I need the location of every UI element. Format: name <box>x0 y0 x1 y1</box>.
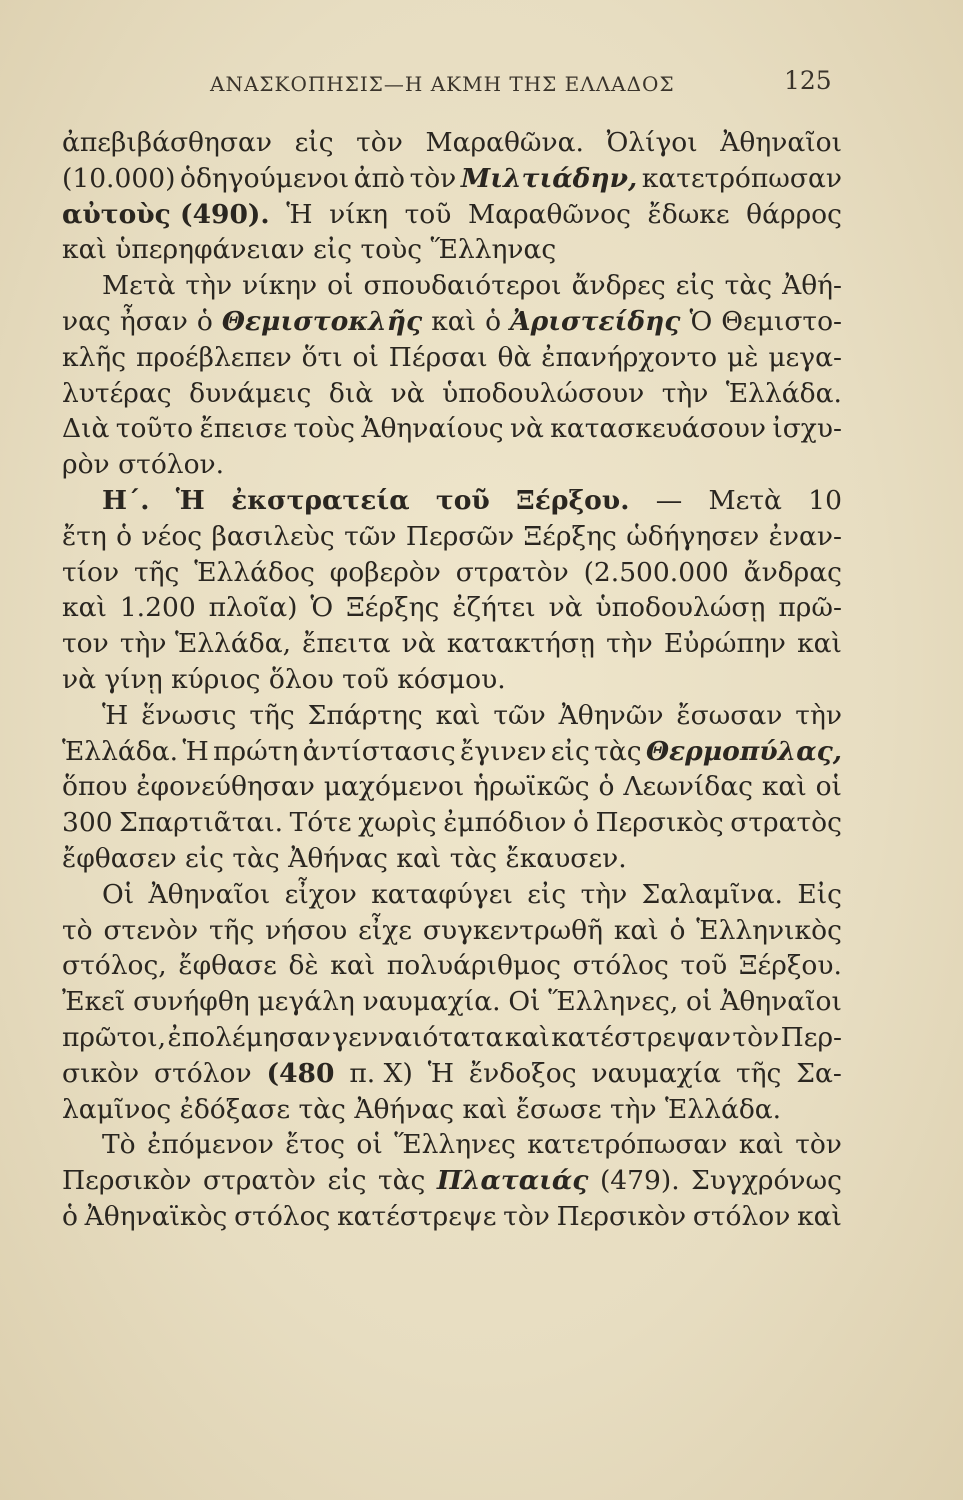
word: Σπάρτης <box>307 699 423 731</box>
word: σικὸν <box>62 1057 140 1089</box>
word: καὶ <box>435 699 481 731</box>
word: οἱ <box>327 270 354 302</box>
text-line <box>62 268 842 304</box>
word: Μετὰ <box>102 270 176 302</box>
word: καὶ <box>62 592 107 624</box>
word: Πλαταιάς <box>436 1165 589 1197</box>
word: Οἱ <box>102 878 135 910</box>
word: (10.000) <box>62 162 176 194</box>
text-line <box>62 984 842 1020</box>
word: τὴν <box>795 699 842 731</box>
word: εἶχε <box>358 914 413 946</box>
word: κατετρόπωσαν <box>527 1129 728 1161</box>
word: ὑποδουλώσουν <box>442 377 645 409</box>
word: οἱ <box>815 771 842 803</box>
text-line <box>62 805 842 841</box>
word: στενὸν <box>103 914 199 946</box>
word: εἰς <box>550 735 590 767</box>
word: Εἰς <box>797 878 842 910</box>
word: ἀντίστασις <box>302 735 456 767</box>
word: ὁ <box>669 914 686 946</box>
word: ὅπου <box>62 771 128 803</box>
word: ἔγινεν <box>460 735 547 767</box>
word: νίκη <box>329 198 389 230</box>
word: Ἡ <box>102 699 129 731</box>
word: Σπαρτιᾶται. <box>119 807 284 839</box>
word: Σαλαμῖνα. <box>641 878 783 910</box>
word: τὰς <box>377 1165 426 1197</box>
word: εἰς <box>327 1165 367 1197</box>
word: τὴν <box>606 628 653 660</box>
word: νας <box>62 305 111 337</box>
word: Περσικὸν <box>556 1200 687 1232</box>
word: 1.200 <box>119 592 196 624</box>
word: 300 <box>62 807 113 839</box>
word: Ἀθή- <box>782 270 842 302</box>
word: στρατὸν <box>455 556 569 588</box>
text-line <box>62 411 842 447</box>
word: ὅτι <box>301 341 343 373</box>
word: Ἀριστείδης <box>510 305 681 337</box>
word: τοῦτο <box>115 413 194 445</box>
word: τῶν <box>493 699 546 731</box>
text-line <box>62 483 842 519</box>
text-line <box>62 877 842 913</box>
word: τὴν <box>580 878 628 910</box>
word: Ἑλληνικὸς <box>696 914 842 946</box>
word: καταφύγει <box>371 878 513 910</box>
word: χωρὶς <box>358 807 437 839</box>
word: Ἑλλάδος <box>194 556 315 588</box>
word: τὴν Ἑλλάδα, <box>119 628 292 660</box>
word: βασιλεὺς <box>211 520 335 552</box>
word: Ξέρξου. <box>738 950 842 982</box>
text-line <box>62 125 842 161</box>
word: τοὺς <box>293 413 355 445</box>
word: αὐτοὺς (490). <box>62 198 270 230</box>
word: ἰσχυ- <box>772 413 842 445</box>
word: τὸν <box>503 1200 550 1232</box>
page-number: 125 <box>784 66 832 95</box>
text-line <box>62 161 842 197</box>
text-line <box>62 519 842 555</box>
word: νὰ γίνῃ κύριος ὅλου τοῦ κόσμου. <box>62 663 506 695</box>
word: Ἀθηναῖοι <box>148 878 271 910</box>
text-line <box>62 1199 842 1235</box>
word: μαχόμενοι <box>323 771 465 803</box>
word: Μαραθῶνα. <box>425 127 584 158</box>
word: καὶ <box>330 950 376 982</box>
word: ὁ <box>196 305 213 337</box>
text-line <box>62 232 842 268</box>
word: Ξέρξου. <box>516 484 630 516</box>
word: μὲ <box>726 341 759 373</box>
word: ἔφθασε <box>178 950 277 982</box>
word: ἀπεβιβάσθησαν <box>62 127 272 158</box>
word: λαμῖνος ἐδόξασε τὰς Ἀθήνας καὶ ἔσωσε τὴν Ἑλλάδα. <box>62 1093 782 1125</box>
word: στόλον <box>692 1200 791 1232</box>
word: Περ- <box>780 1021 842 1053</box>
word: Ἐκεῖ <box>62 986 126 1018</box>
word: τῆς <box>134 556 180 588</box>
word: Ἀθηναῖοι <box>720 986 842 1018</box>
word: καὶ <box>761 771 807 803</box>
word: Ἀθηναϊκὸς <box>84 1200 228 1232</box>
word: τοῦ <box>435 484 490 516</box>
word: θάρρος <box>746 198 842 230</box>
word: Τότε <box>289 807 352 839</box>
word: οἱ <box>352 341 379 373</box>
word: νέος <box>141 520 203 552</box>
text-line <box>62 555 842 591</box>
word: ἔπεισε <box>199 413 288 445</box>
word: ὁ <box>485 305 502 337</box>
word: εἰς <box>675 270 715 302</box>
text-line <box>62 841 842 877</box>
word: πρώτη <box>213 735 299 767</box>
text-line <box>62 590 842 626</box>
word: ἐναν- <box>768 520 842 552</box>
word: ἕνωσις <box>141 699 237 731</box>
word: ἔτη <box>62 520 107 552</box>
word: Περσικὸς <box>595 807 724 839</box>
word: Περσῶν <box>405 520 515 552</box>
word: διὰ <box>328 377 374 409</box>
word: Ἕλληνες, <box>548 986 679 1018</box>
word: Ὁ <box>310 592 334 624</box>
text-line <box>62 626 842 662</box>
word: Θεμιστο- <box>721 305 842 337</box>
word: τίον <box>62 556 120 588</box>
word: — <box>655 484 683 516</box>
word: Μετὰ <box>708 484 782 516</box>
word: ἔφθασεν εἰς τὰς Ἀθήνας καὶ τὰς ἔκαυσεν. <box>62 842 627 874</box>
word: τον <box>62 628 109 660</box>
word: νίκην <box>242 270 318 302</box>
word: Ξέρξης <box>346 592 440 624</box>
word: Ξέρξης <box>523 520 617 552</box>
word: Ἑλλάδα. <box>62 735 179 767</box>
word: ἡρωϊκῶς <box>473 771 590 803</box>
word: Σα- <box>796 1057 842 1089</box>
word: καὶ <box>738 1129 784 1161</box>
text-line <box>62 304 842 340</box>
word: στόλος <box>572 950 669 982</box>
word: καὶ <box>797 1200 842 1232</box>
word: τοῦ <box>680 950 728 982</box>
word: εἰς <box>527 878 567 910</box>
word: στρατὸν <box>203 1165 316 1197</box>
word: τῆς <box>735 1057 782 1089</box>
word: καὶ <box>613 914 659 946</box>
word: εἰς <box>294 127 334 158</box>
word: ἔδωκε <box>647 198 730 230</box>
word: νήσου <box>265 914 348 946</box>
word: τὸν <box>732 1021 780 1053</box>
word: ἔνδοξος <box>468 1057 577 1089</box>
word: Θεμιστοκλῆς <box>221 305 423 337</box>
word: ἐμπόδιον <box>443 807 567 839</box>
word: ναυμαχία <box>591 1057 722 1089</box>
word: τῆς <box>208 914 255 946</box>
word: ἐπολέμησαν <box>167 1021 331 1053</box>
word: νὰ <box>390 377 425 409</box>
word: μεγα- <box>768 341 842 373</box>
word: πρῶτοι, <box>62 1021 167 1053</box>
word: Τὸ <box>102 1129 136 1161</box>
word: Πέρσαι <box>388 341 488 373</box>
text-line <box>62 1092 842 1128</box>
word: τὸν <box>356 127 403 158</box>
word: ἄνδρας <box>743 556 842 588</box>
word: Ἡ <box>182 735 209 767</box>
text-line <box>62 1020 842 1056</box>
word: τὰς <box>724 270 773 302</box>
word: Η΄. <box>102 484 150 516</box>
word: συνήφθη <box>133 986 250 1018</box>
word: ἄνδρες <box>571 270 666 302</box>
word: τὸν <box>795 1129 842 1161</box>
word: προέβλεπεν <box>135 341 292 373</box>
word: ὑποδουλώσῃ <box>595 592 766 624</box>
word: οἱ <box>356 1129 383 1161</box>
word: στρατὸς <box>730 807 842 839</box>
word: 10 <box>808 484 842 516</box>
word: τὸν <box>409 162 457 194</box>
word: καὶ <box>431 305 477 337</box>
word: Οἱ <box>508 986 541 1018</box>
word: κατακτήσῃ <box>446 628 595 660</box>
word: τὸ <box>62 914 93 946</box>
word: π. Χ) <box>349 1057 413 1089</box>
word: ὁ <box>62 1200 78 1232</box>
word: Ὁ <box>689 305 713 337</box>
word: τὴν <box>185 270 233 302</box>
word: ρὸν στόλον. <box>62 449 225 481</box>
word: καὶ <box>504 1021 550 1053</box>
word: Εὐρώπην <box>663 628 786 660</box>
word: τοῦ <box>404 198 452 230</box>
word: ἔσωσαν <box>676 699 783 731</box>
text-line <box>62 1163 842 1199</box>
word: Διὰ <box>62 413 110 445</box>
word: (479). <box>599 1165 680 1197</box>
word: ὁδηγούμενοι <box>180 162 350 194</box>
text-line <box>62 913 842 949</box>
text-line <box>62 662 842 698</box>
word: Συγχρόνως <box>691 1165 842 1197</box>
word: νὰ <box>401 628 436 660</box>
body-text <box>62 125 842 1235</box>
word: Ἀθηνῶν <box>558 699 664 731</box>
word: στόλος <box>234 1200 331 1232</box>
word: καὶ ὑπερηφάνειαν εἰς τοὺς Ἕλληνας <box>62 234 557 266</box>
word: κατασκευάσουν <box>550 413 766 445</box>
word: στόλος, <box>62 950 167 982</box>
word: κατετρόπωσαν <box>641 162 842 194</box>
word: μεγάλη <box>257 986 355 1018</box>
word: ἐπανήρχοντο <box>541 341 718 373</box>
word: Ἡ <box>427 1057 454 1089</box>
word: Ἀθηναίους <box>361 413 504 445</box>
word: ὁ <box>572 807 589 839</box>
word: ὁ <box>598 771 615 803</box>
word: Λεωνίδας <box>623 771 753 803</box>
word: ὁ <box>116 520 133 552</box>
running-header: ΑΝΑΣΚΟΠΗΣΙΣ—Η ΑΚΜΗ ΤΗΣ ΕΛΛΑΔΟΣ <box>210 72 675 96</box>
word: φοβερὸν <box>329 556 441 588</box>
word: σπουδαιότεροι <box>363 270 562 302</box>
word: ἐζήτει <box>452 592 536 624</box>
word: λυτέρας <box>62 377 172 409</box>
word: (2.500.000 <box>583 556 729 588</box>
word: κατέστρεψαν <box>551 1021 731 1053</box>
word: θὰ <box>497 341 532 373</box>
word: ἦσαν <box>119 305 188 337</box>
word: ὡδήγησεν <box>626 520 760 552</box>
word: οἱ <box>686 986 713 1018</box>
word: δὲ <box>288 950 319 982</box>
word: ναυμαχία. <box>362 986 501 1018</box>
word: πρῶ- <box>778 592 842 624</box>
word: τὰς <box>594 735 642 767</box>
word: πλοῖα) <box>208 592 298 624</box>
word: ἔπειτα <box>302 628 391 660</box>
text-line <box>62 1056 842 1092</box>
text-line <box>62 197 842 233</box>
word: (480 <box>266 1057 335 1089</box>
word: τῆς <box>249 699 295 731</box>
word: Ἕλληνες <box>394 1129 516 1161</box>
text-line <box>62 734 842 770</box>
text-line <box>62 447 842 483</box>
word: κλῆς <box>62 341 127 373</box>
word: Μιλτιάδην, <box>460 162 638 194</box>
word: κατέστρεψε <box>337 1200 497 1232</box>
word: τῶν <box>344 520 397 552</box>
word: Θερμοπύλας, <box>645 735 842 767</box>
word: ἐπόμενον <box>147 1129 274 1161</box>
word: νὰ <box>548 592 583 624</box>
text-line <box>62 376 842 412</box>
word: Ἡ <box>175 484 205 516</box>
word: ἔτος <box>285 1129 345 1161</box>
word: τὴν <box>661 377 709 409</box>
word: νὰ <box>509 413 544 445</box>
text-line <box>62 1127 842 1163</box>
word: Μαραθῶνος <box>467 198 631 230</box>
word: δυνάμεις <box>189 377 312 409</box>
word: Ἡ <box>286 198 313 230</box>
word: ἐκστρατεία <box>231 484 410 516</box>
word: Ἀθηναῖοι <box>720 127 842 158</box>
text-line <box>62 769 842 805</box>
word: στόλον <box>154 1057 252 1089</box>
word: ἀπὸ <box>353 162 405 194</box>
word: πολυάριθμος <box>386 950 561 982</box>
word: συγκεντρωθῆ <box>422 914 603 946</box>
word: καὶ <box>797 628 842 660</box>
text-line <box>62 340 842 376</box>
text-line <box>62 948 842 984</box>
word: ἐφονεύθησαν <box>136 771 315 803</box>
word: Ὀλίγοι <box>606 127 698 158</box>
word: γενναιότατα <box>332 1021 504 1053</box>
word: Περσικὸν <box>62 1165 192 1197</box>
text-line <box>62 698 842 734</box>
word: Ἑλλάδα. <box>725 377 842 409</box>
word: εἶχον <box>284 878 357 910</box>
